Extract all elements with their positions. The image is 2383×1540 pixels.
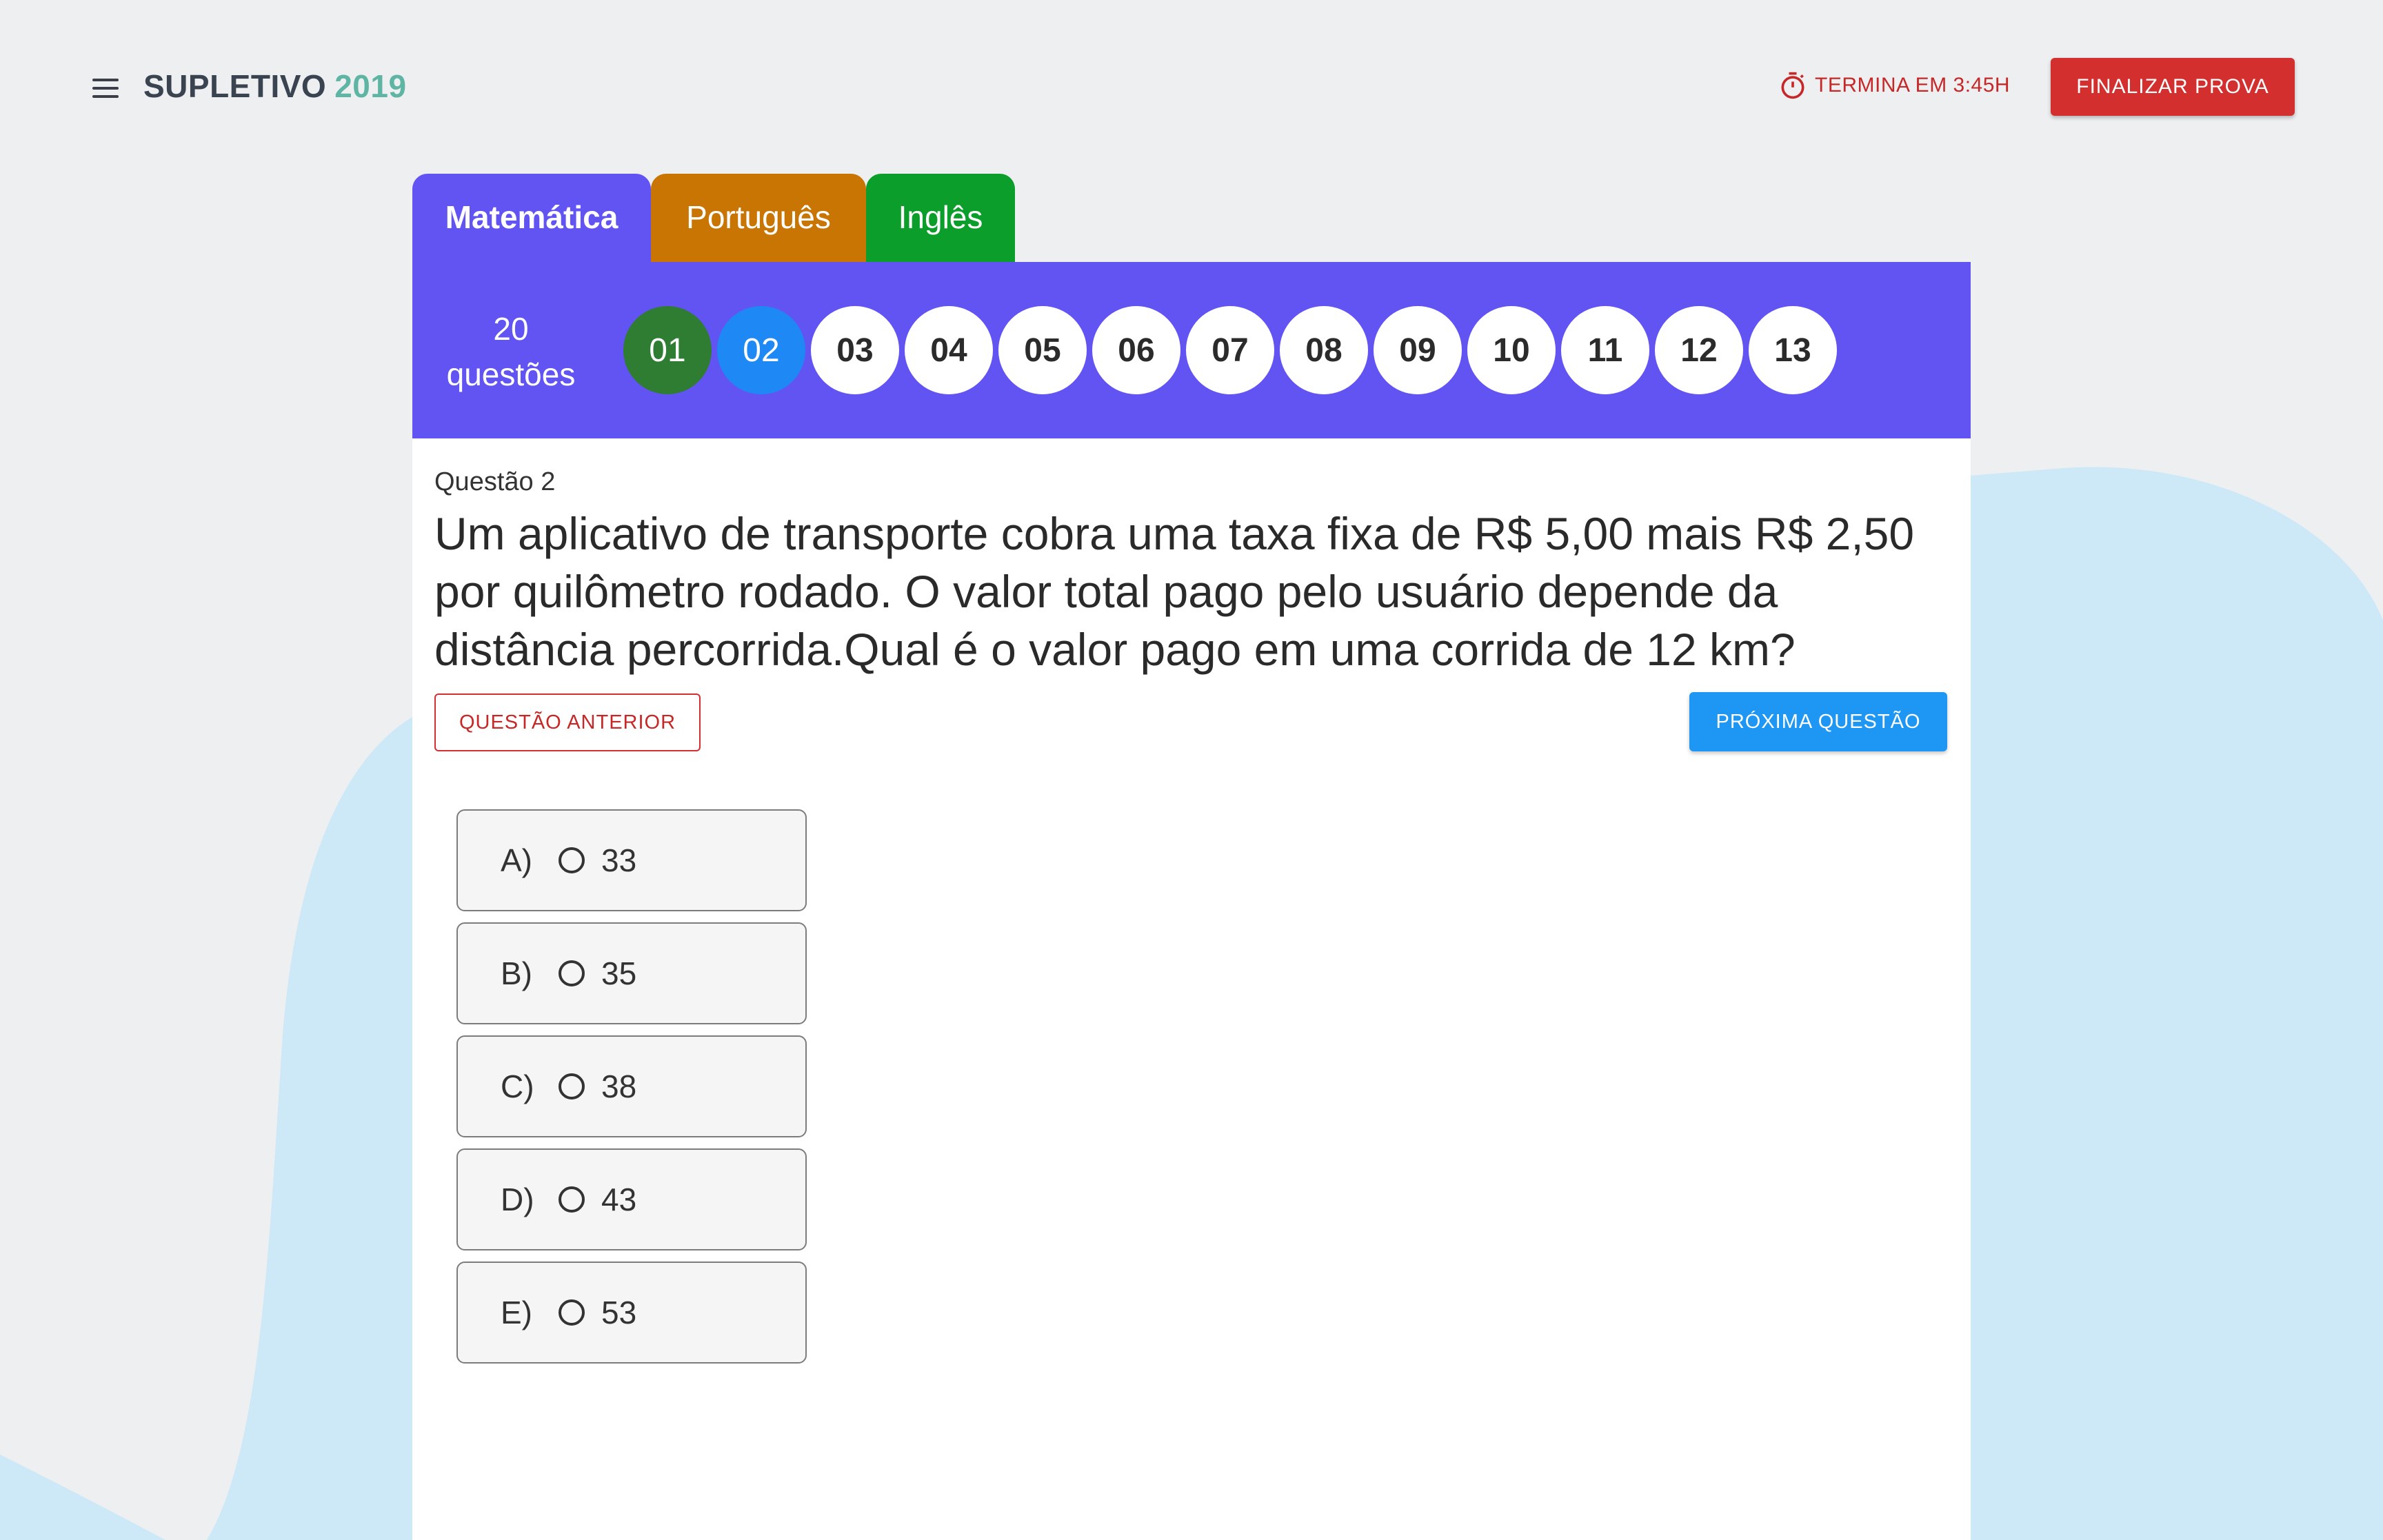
question-number-13[interactable]: 13 [1749, 306, 1837, 394]
question-navigator [412, 262, 1971, 438]
tab-matematica[interactable]: Matemática [412, 174, 651, 263]
tab-portugues[interactable]: Português [651, 174, 866, 263]
question-number-03[interactable]: 03 [811, 306, 899, 394]
option-value: 43 [601, 1182, 637, 1217]
menu-icon[interactable] [92, 79, 119, 98]
app-brand [143, 68, 407, 105]
option-value: 38 [601, 1068, 637, 1104]
question-count [412, 306, 610, 397]
question-label: Questão 2 [434, 467, 556, 496]
option-value: 35 [601, 955, 637, 991]
option-letter: B) [501, 955, 532, 991]
radio-icon[interactable] [559, 847, 585, 873]
option-letter: C) [501, 1068, 534, 1104]
option-letter: E) [501, 1295, 532, 1330]
radio-icon[interactable] [559, 1073, 585, 1100]
question-number-01[interactable]: 01 [623, 306, 712, 394]
brand-name: SUPLETIVO [143, 68, 327, 104]
answer-option-b[interactable] [456, 922, 807, 1024]
answer-option-d[interactable] [456, 1148, 807, 1250]
brand-year: 2019 [334, 68, 407, 104]
question-number-07[interactable]: 07 [1186, 306, 1274, 394]
question-number-04[interactable]: 04 [905, 306, 993, 394]
question-number-06[interactable]: 06 [1092, 306, 1180, 394]
option-letter: D) [501, 1182, 534, 1217]
question-number-12[interactable]: 12 [1655, 306, 1743, 394]
answer-option-a[interactable] [456, 809, 807, 911]
question-number-09[interactable]: 09 [1374, 306, 1462, 394]
question-count-label: questões [446, 356, 576, 392]
question-number-08[interactable]: 08 [1280, 306, 1368, 394]
exam-timer [1778, 70, 2010, 101]
answer-option-c[interactable] [456, 1035, 807, 1137]
tab-ingles[interactable]: Inglês [866, 174, 1015, 263]
next-question-button[interactable]: PRÓXIMA QUESTÃO [1689, 692, 1947, 751]
option-letter: A) [501, 842, 532, 878]
stopwatch-icon [1778, 70, 1808, 101]
answer-option-e[interactable] [456, 1262, 807, 1364]
radio-icon[interactable] [559, 1299, 585, 1326]
radio-icon[interactable] [559, 1186, 585, 1213]
timer-text: TERMINA EM 3:45H [1815, 74, 2011, 97]
question-number-02[interactable]: 02 [717, 306, 805, 394]
question-count-number: 20 [493, 311, 529, 347]
finish-exam-button[interactable]: FINALIZAR PROVA [2051, 58, 2295, 116]
option-value: 33 [601, 842, 637, 878]
radio-icon[interactable] [559, 960, 585, 986]
question-number-10[interactable]: 10 [1467, 306, 1556, 394]
option-value: 53 [601, 1295, 637, 1330]
previous-question-button[interactable]: QUESTÃO ANTERIOR [434, 693, 701, 751]
question-number-11[interactable]: 11 [1561, 306, 1649, 394]
question-card [412, 262, 1971, 1540]
question-text: Um aplicativo de transporte cobra uma taxa fixa de R$ 5,00 mais R$ 2,50 por quilômetro rodado. O valor total pago pelo usuário depende da distância percorrida.Qual é o valor pago em uma corrida de 12 km? [434, 508, 1915, 675]
question-number-05[interactable]: 05 [998, 306, 1087, 394]
